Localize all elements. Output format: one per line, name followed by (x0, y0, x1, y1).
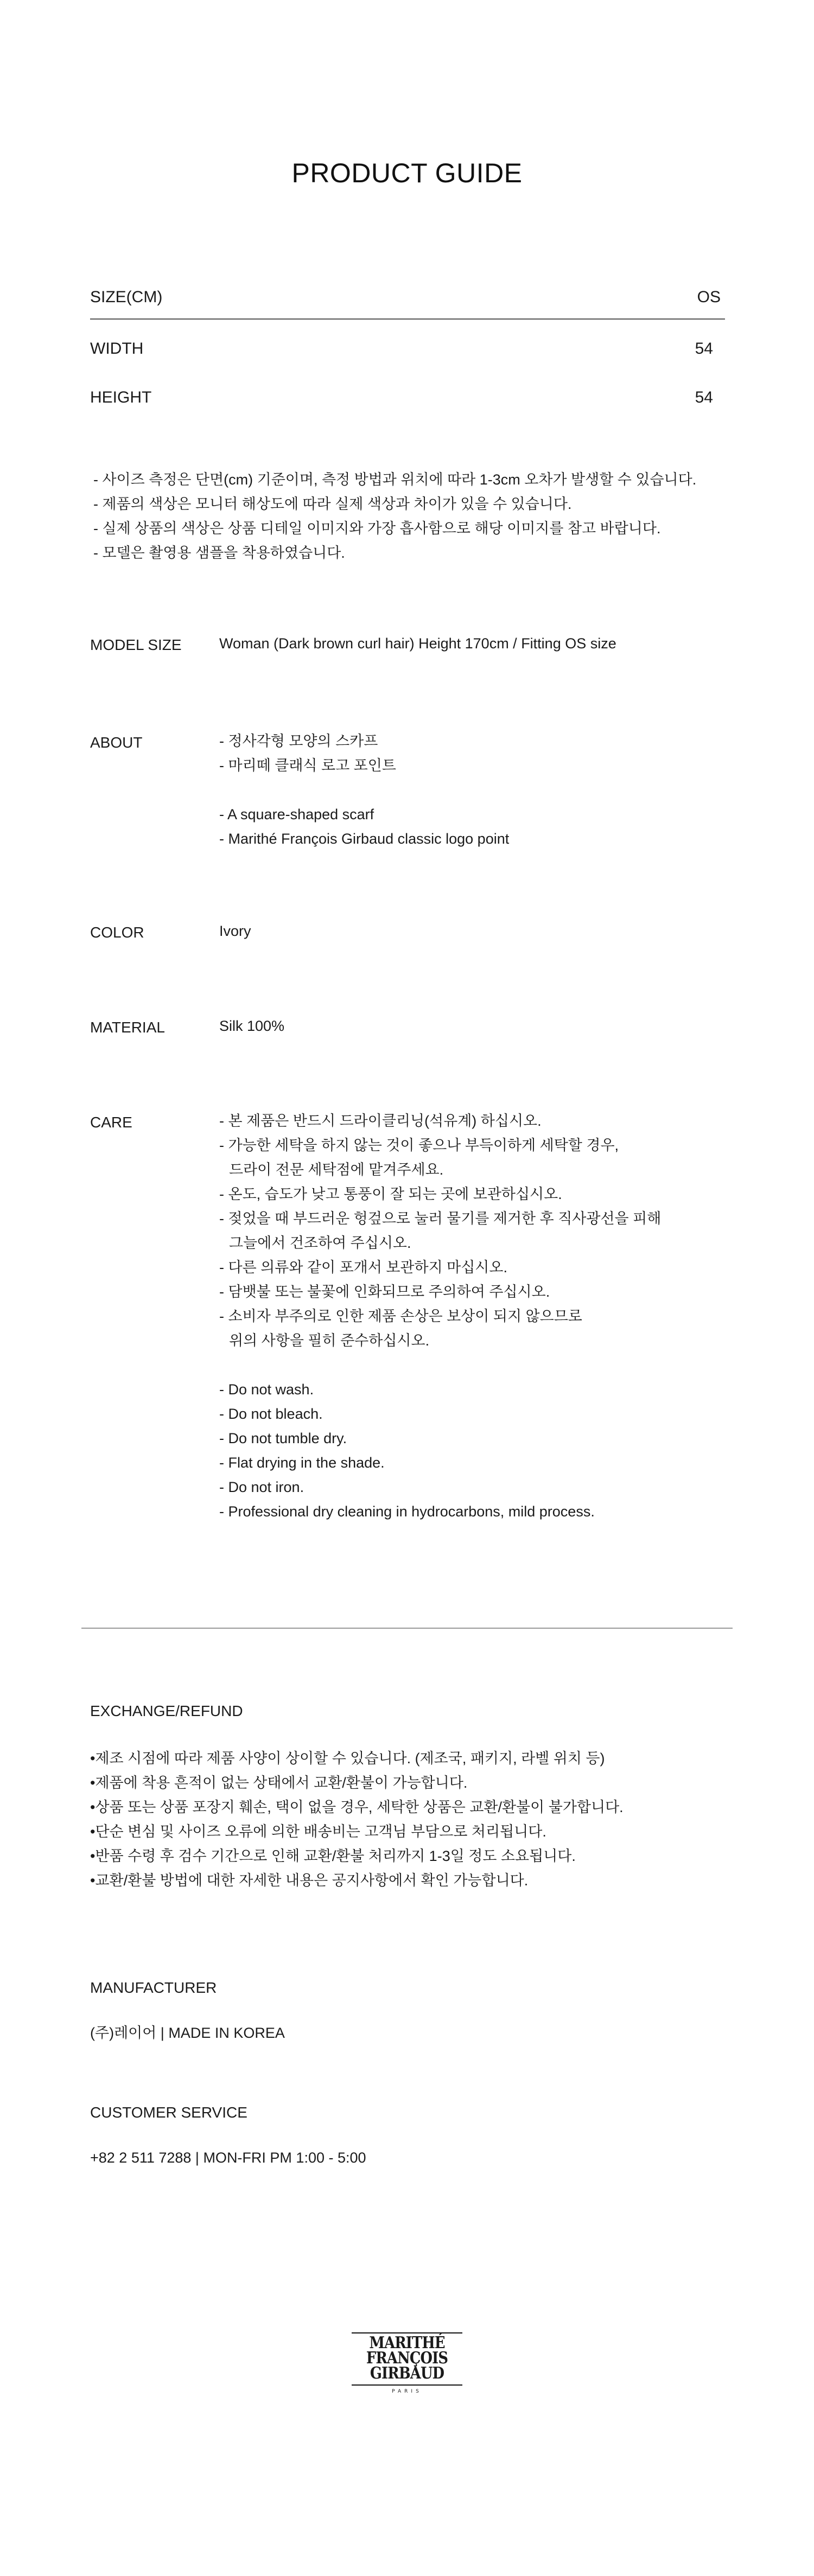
manufacturer-title: MANUFACTURER (90, 1979, 217, 1996)
care-line: - Flat drying in the shade. (219, 1455, 385, 1471)
about-details (219, 729, 509, 851)
care-line: 위의 사항을 필히 준수하십시오. (229, 1332, 430, 1349)
about-line: - Marithé François Girbaud classic logo point (219, 831, 510, 847)
about-line: - 정사각형 모양의 스카프 (219, 733, 378, 749)
size-row-height (90, 388, 725, 410)
model-size-label: MODEL SIZE (90, 636, 182, 653)
care-line: - 담뱃불 또는 불꽃에 인화되므로 주의하여 주십시오. (219, 1284, 550, 1300)
size-header-value: OS (697, 288, 721, 306)
care-label: CARE (90, 1114, 132, 1131)
logo-line: MARITHÉ (369, 2333, 445, 2352)
about-line: - A square-shaped scarf (219, 806, 374, 822)
care-line: - Do not wash. (219, 1381, 314, 1398)
size-row-value: 54 (695, 388, 713, 406)
exchange-line: •교환/환불 방법에 대한 자세한 내용은 공지사항에서 확인 가능합니다. (90, 1872, 529, 1889)
exchange-line: •제품에 착용 흔적이 없는 상태에서 교환/환불이 가능합니다. (90, 1775, 468, 1791)
exchange-line: •제조 시점에 따라 제품 사양이 상이할 수 있습니다. (제조국, 패키지, 라벨 위치 등) (90, 1750, 605, 1767)
size-row-width (90, 340, 725, 361)
size-row-label: WIDTH (90, 340, 144, 358)
exchange-line: •상품 또는 상품 포장지 훼손, 택이 없을 경우, 세탁한 상품은 교환/환불이 불가합니다. (90, 1799, 624, 1815)
care-line: - 가능한 세탁을 하지 않는 것이 좋으나 부득이하게 세탁할 경우, (219, 1137, 619, 1153)
about-line: - 마리떼 클래식 로고 포인트 (219, 757, 396, 774)
section-divider (81, 1628, 733, 1629)
note-line: - 사이즈 측정은 단면(cm) 기준이며, 측정 방법과 위치에 따라 1-3cm 오차가 발생할 수 있습니다. (93, 471, 697, 488)
care-line: - 온도, 습도가 낮고 통풍이 잘 되는 곳에 보관하십시오. (219, 1186, 562, 1202)
page-title: PRODUCT GUIDE (291, 158, 523, 188)
care-details (219, 1109, 661, 1524)
care-line: - 다른 의류와 같이 포개서 보관하지 마십시오. (219, 1259, 507, 1276)
size-table-header (90, 288, 725, 320)
care-line: - Professional dry cleaning in hydrocarbons, mild process. (219, 1503, 595, 1520)
exchange-details (90, 1746, 624, 1893)
manufacturer-value: (주)레이어 | MADE IN KOREA (90, 2025, 285, 2041)
size-row-value: 54 (695, 340, 713, 358)
logo-line: GIRBAUD (370, 2364, 444, 2383)
model-size-value: Woman (Dark brown curl hair) Height 170cm / Fitting OS size (219, 635, 616, 652)
brand-logo (352, 2332, 462, 2394)
note-line: - 실제 상품의 색상은 상품 디테일 이미지와 가장 흡사함으로 해당 이미지를 참고 바랍니다. (93, 520, 661, 537)
care-line: - 젖었을 때 부드러운 헝겊으로 눌러 물기를 제거한 후 직사광선을 피해 (219, 1210, 662, 1227)
size-notes (93, 468, 696, 565)
material-label: MATERIAL (90, 1019, 165, 1036)
size-header-label: SIZE(CM) (90, 288, 163, 306)
care-line: - Do not tumble dry. (219, 1430, 347, 1446)
about-label: ABOUT (90, 734, 143, 751)
care-line: 드라이 전문 세탁점에 맡겨주세요. (229, 1162, 444, 1178)
exchange-title: EXCHANGE/REFUND (90, 1703, 243, 1719)
color-label: COLOR (90, 924, 144, 941)
logo-subtitle: PARIS (392, 2389, 422, 2394)
customer-service-title: CUSTOMER SERVICE (90, 2104, 247, 2121)
care-line: - Do not iron. (219, 1479, 304, 1495)
care-line: - 소비자 부주의로 인한 제품 손상은 보상이 되지 않으므로 (219, 1308, 582, 1324)
logo-line: FRANÇOIS (366, 2349, 448, 2368)
size-row-label: HEIGHT (90, 388, 152, 406)
care-line: - 본 제품은 반드시 드라이클리닝(석유계) 하십시오. (219, 1113, 542, 1129)
care-line: 그늘에서 건조하여 주십시오. (229, 1235, 411, 1251)
care-line: - Do not bleach. (219, 1406, 323, 1422)
material-value: Silk 100% (219, 1018, 285, 1034)
note-line: - 모델은 촬영용 샘플을 착용하였습니다. (93, 545, 345, 561)
customer-service-value: +82 2 511 7288 | MON-FRI PM 1:00 - 5:00 (90, 2150, 366, 2166)
exchange-line: •단순 변심 및 사이즈 오류에 의한 배송비는 고객님 부담으로 처리됩니다. (90, 1823, 546, 1840)
note-line: - 제품의 색상은 모니터 해상도에 따라 실제 색상과 차이가 있을 수 있습니다. (93, 496, 572, 512)
color-value: Ivory (219, 923, 251, 939)
exchange-line: •반품 수령 후 검수 기간으로 인해 교환/환불 처리까지 1-3일 정도 소요됩니다. (90, 1848, 576, 1864)
